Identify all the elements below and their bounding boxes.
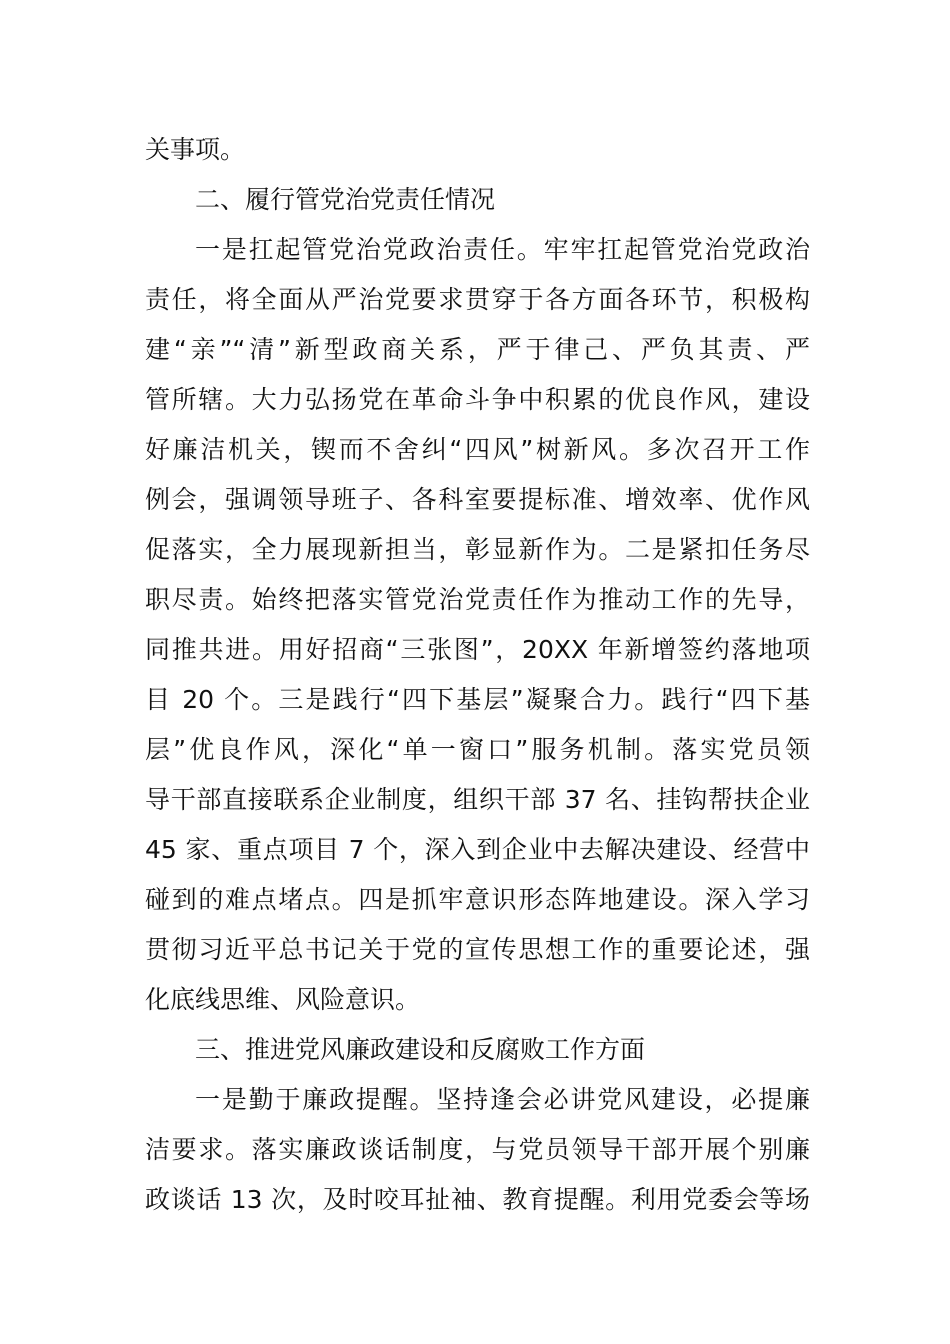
text-line: 职尽责。始终把落实管党治党责任作为推动工作的先导， (145, 585, 810, 614)
text-line: 好廉洁机关，锲而不舍纠“四风”树新风。多次召开工作 (145, 435, 810, 464)
text-line: 45 家、重点项目 7 个，深入到企业中去解决建设、经营中 (145, 835, 810, 864)
text-line: 关事项。 (145, 135, 246, 164)
text-line: 层”优良作风，深化“单一窗口”服务机制。落实党员领 (145, 735, 810, 764)
text-line: 促落实，全力展现新担当，彰显新作为。二是紧扣任务尽 (145, 535, 810, 564)
text-line: 化底线思维、风险意识。 (145, 985, 421, 1014)
text-line: 建“亲”“清”新型政商关系，严于律己、严负其责、严 (145, 335, 810, 364)
text-line: 二、履行管党治党责任情况 (195, 185, 496, 214)
text-line: 一是勤于廉政提醒。坚持逢会必讲党风建设，必提廉 (195, 1085, 810, 1114)
text-line: 一是扛起管党治党政治责任。牢牢扛起管党治党政治 (195, 235, 810, 264)
text-line: 例会，强调领导班子、各科室要提标准、增效率、优作风 (145, 485, 810, 514)
text-line: 政谈话 13 次，及时咬耳扯袖、教育提醒。利用党委会等场 (145, 1185, 810, 1214)
text-line: 导干部直接联系企业制度，组织干部 37 名、挂钩帮扶企业 (145, 785, 810, 814)
text-line: 洁要求。落实廉政谈话制度，与党员领导干部开展个别廉 (145, 1135, 810, 1164)
text-line: 责任，将全面从严治党要求贯穿于各方面各环节，积极构 (145, 285, 810, 314)
document-body (145, 125, 810, 1225)
text-line: 管所辖。大力弘扬党在革命斗争中积累的优良作风，建设 (145, 385, 810, 414)
text-line: 三、推进党风廉政建设和反腐败工作方面 (195, 1035, 646, 1064)
text-line: 贯彻习近平总书记关于党的宣传思想工作的重要论述，强 (145, 935, 810, 964)
text-line: 同推共进。用好招商“三张图”，20XX 年新增签约落地项 (145, 635, 810, 664)
text-line: 目 20 个。三是践行“四下基层”凝聚合力。践行“四下基 (145, 685, 810, 714)
text-line: 碰到的难点堵点。四是抓牢意识形态阵地建设。深入学习 (145, 885, 810, 914)
